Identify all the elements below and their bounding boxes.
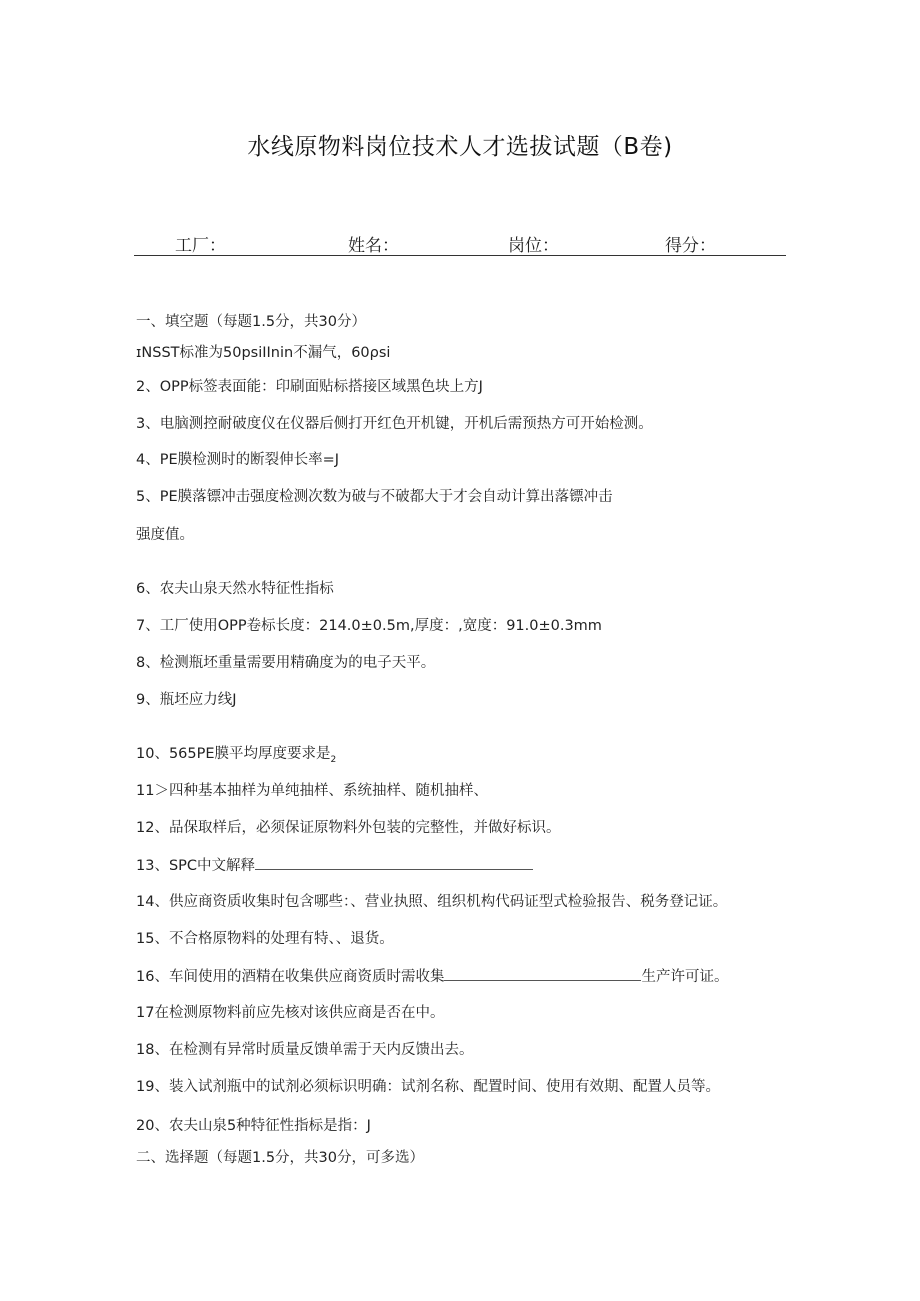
question-7: 7、工厂使用OPP卷标长度：214.0±0.5m,厚度：,宽度：91.0±0.3mm bbox=[136, 618, 602, 634]
document-title: 水线原物料岗位技术人才选拔试题（B卷) bbox=[247, 134, 673, 160]
question-15: 15、不合格原物料的处理有特、、退货。 bbox=[136, 931, 394, 947]
question-16-suffix: 生产许可证。 bbox=[641, 969, 729, 985]
question-20: 20、农夫山泉5种特征性指标是指：J bbox=[136, 1118, 371, 1134]
question-5: 5、PE膜落镖冲击强度检测次数为破与不破都大于才会自动计算出落镖冲击 bbox=[136, 489, 613, 505]
question-10-subscript: 2 bbox=[330, 754, 337, 765]
question-8: 8、检测瓶坯重量需要用精确度为的电子天平。 bbox=[136, 655, 436, 671]
question-9: 9、瓶坯应力线J bbox=[136, 692, 237, 708]
header-underline bbox=[134, 255, 786, 256]
question-10-text: 10、565PE膜平均厚度要求是 bbox=[136, 746, 331, 762]
section-1-heading: 一、填空题（每题1.5分，共30分） bbox=[136, 314, 367, 330]
post-label: 岗位： bbox=[508, 236, 559, 256]
name-label: 姓名： bbox=[348, 236, 399, 256]
question-4: 4、PE膜检测时的断裂伸长率=J bbox=[136, 452, 340, 468]
question-3: 3、电脑测控耐破度仪在仪器后侧打开红色开机键，开机后需预热方可开始检测。 bbox=[136, 416, 653, 432]
question-10 bbox=[136, 744, 336, 770]
question-19: 19、装入试剂瓶中的试剂必须标识明确：试剂名称、配置时间、使用有效期、配置人员等。 bbox=[136, 1079, 720, 1095]
answer-blank[interactable] bbox=[444, 966, 641, 981]
question-17: 17在检测原物料前应先核对该供应商是否在中。 bbox=[136, 1005, 445, 1021]
question-1: ɪNSST标准为50psiIInin不漏气，60ρsi bbox=[136, 345, 391, 361]
question-13 bbox=[136, 855, 533, 876]
question-6: 6、农夫山泉天然水特征性指标 bbox=[136, 581, 334, 597]
question-18: 18、在检测有异常时质量反馈单需于天内反馈出去。 bbox=[136, 1042, 474, 1058]
score-label: 得分： bbox=[665, 236, 716, 256]
question-16-text: 16、车间使用的酒精在收集供应商资质时需收集 bbox=[136, 969, 445, 985]
question-12: 12、品保取样后，必须保证原物料外包装的完整性，并做好标识。 bbox=[136, 820, 561, 836]
question-5-continued: 强度值。 bbox=[136, 527, 194, 543]
section-2-heading: 二、选择题（每题1.5分，共30分，可多选） bbox=[136, 1150, 425, 1166]
question-11: 11＞四种基本抽样为单纯抽样、系统抽样、随机抽样、 bbox=[136, 783, 488, 799]
question-14: 14、供应商资质收集时包含哪些：、营业执照、组织机构代码证型式检验报告、税务登记证。 bbox=[136, 894, 728, 910]
answer-blank[interactable] bbox=[255, 855, 533, 870]
factory-label: 工厂： bbox=[175, 236, 226, 256]
question-13-text: 13、SPC中文解释 bbox=[136, 858, 256, 874]
question-2: 2、OPP标签表面能：印刷面贴标搭接区域黑色块上方J bbox=[136, 379, 483, 395]
question-16 bbox=[136, 966, 728, 987]
